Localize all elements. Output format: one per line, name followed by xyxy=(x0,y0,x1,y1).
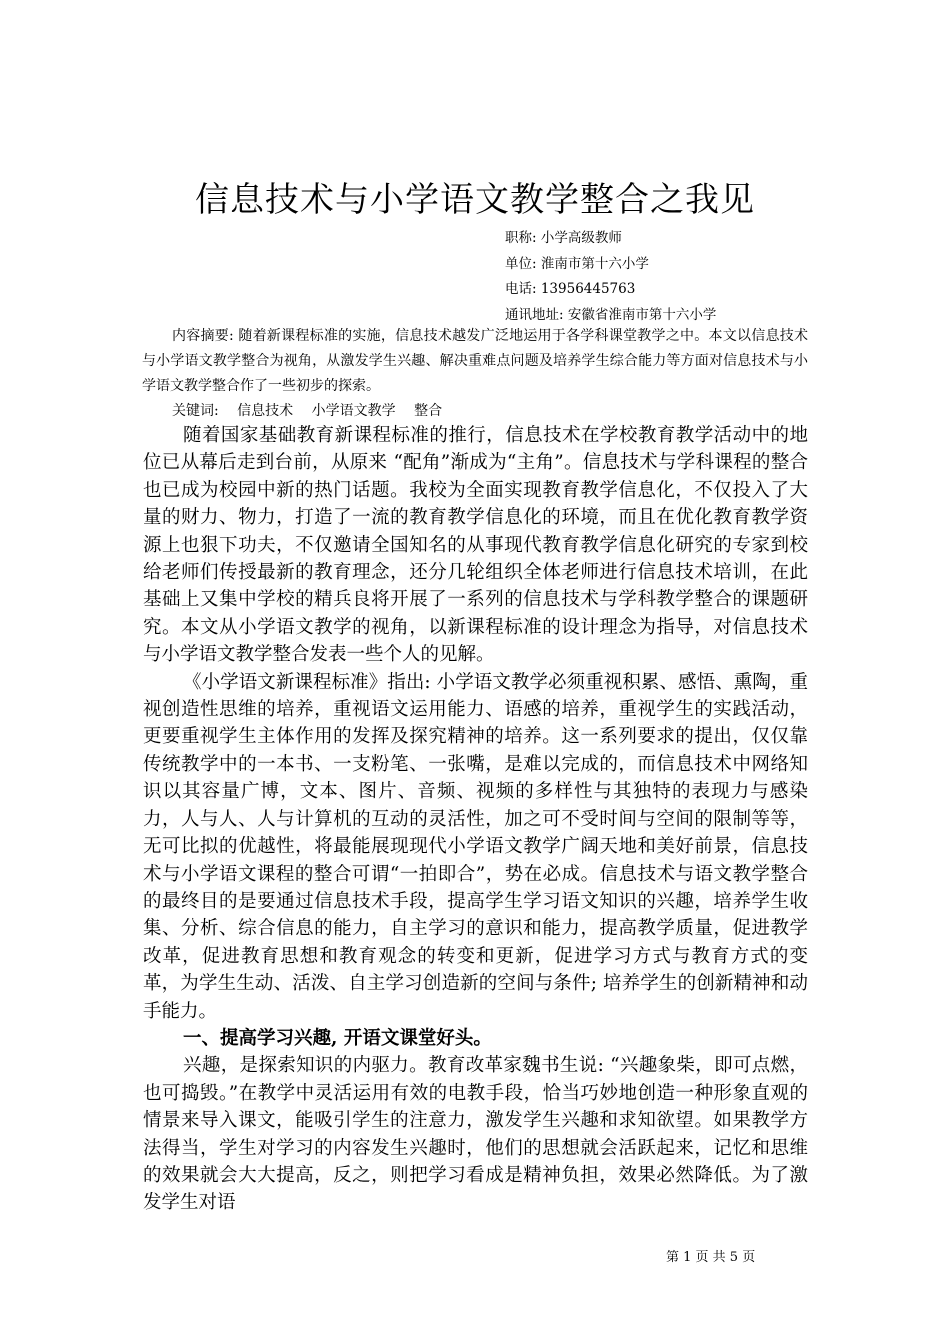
author-phone-line: 电话: 13956445763 xyxy=(505,281,636,297)
document-body xyxy=(143,422,808,1217)
page-footer: 第 1 页 共 5 页 xyxy=(666,1250,756,1265)
author-unit-line: 单位: 淮南市第十六小学 xyxy=(505,255,649,272)
author-title-line: 职称: 小学高级教师 xyxy=(505,230,622,246)
author-info xyxy=(505,226,716,328)
author-address-line: 通讯地址: 安徽省淮南市第十六小学 xyxy=(505,306,717,323)
keyword: 整合 xyxy=(414,403,443,419)
body-paragraph: 《小学语文新课程标准》指出: 小学语文教学必须重视积累、感悟、熏陶，重视创造性思维的培养，重视语文运用能力、语感的培养，重视学生的实践活动，更要重视学生主体作用的发挥及探究精神的培养。这一系列要求的提出，仅仅靠传统教学中的一本书、一支粉笔、一张嘴，是难以完成的，而信息技术中网络知识以其容量广博，文本、图片、音频、视频的多样性与其独特的表现力与感染力，人与人、人与计算机的互动的灵活性，加之可不受时间与空间的限制等等，无可比拟的优越性，将最能展现现代小学语文教学广阔天地和美好前景，信息技术与小学语文课程的整合可谓“一拍即合”，势在必成。信息技术与语文教学整合的最终目的是要通过信息技术手段，提高学生学习语文知识的兴趣，培养学生收集、分析、综合信息的能力，自主学习的意识和能力，提高教学质量，促进教学改革，促进教育思想和教育观念的转变和更新，促进学习方式与教育方式的变革，为学生生动、活泼、自主学习创造新的空间与条件; 培养学生的创新精神和动手能力。 xyxy=(143,671,808,1022)
abstract: 内容摘要: 随着新课程标准的实施，信息技术越发广泛地运用于各学科课堂教学之中。本文以信息技术与小学语文教学整合为视角，从激发学生兴趣、解决重难点问题及培养学生综合能力等方面对信息技术与小学语文教学整合作了一些初步的探索。 xyxy=(142,328,808,394)
keyword: 信息技术 xyxy=(237,403,294,419)
body-paragraph: 随着国家基础教育新课程标准的推行，信息技术在学校教育教学活动中的地位已从幕后走到台前，从原来 “配角”渐成为“主角”。信息技术与学科课程的整合也已成为校园中新的热门话题。我校为全面实现教育教学信息化，不仅投入了大量的财力、物力，打造了一流的教育教学信息化的环境，而且在优化教育教学资源上也狠下功夫，不仅邀请全国知名的从事现代教育教学信息化研究的专家到校给老师们传授最新的教育理念，还分几轮组织全体老师进行信息技术培训，在此基础上又集中学校的精兵良将开展了一系列的信息技术与学科教学整合的课题研究。本文从小学语文教学的视角，以新课程标准的设计理念为指导，对信息技术与小学语文教学整合发表一些个人的见解。 xyxy=(143,425,808,666)
section-heading: 一、提高学习兴趣, 开语文课堂好头。 xyxy=(183,1027,492,1049)
keywords-label: 关键词: xyxy=(172,403,219,419)
keywords xyxy=(172,400,456,422)
document-title: 信息技术与小学语文教学整合之我见 xyxy=(195,180,755,220)
body-paragraph: 兴趣，是探索知识的内驱力。教育改革家魏书生说: “兴趣象柴，即可点燃，也可捣毁。”在教学中灵活运用有效的电教手段，恰当巧妙地创造一种形象直观的情景来导入课文，能吸引学生的注意力，激发学生兴趣和求知欲望。如果教学方法得当，学生对学习的内容发生兴趣时，他们的思想就会活跃起来，记忆和思维的效果就会大大提高，反之，则把学习看成是精神负担，效果必然降低。为了激发学生对语 xyxy=(143,1055,808,1214)
keyword: 小学语文教学 xyxy=(311,403,396,419)
